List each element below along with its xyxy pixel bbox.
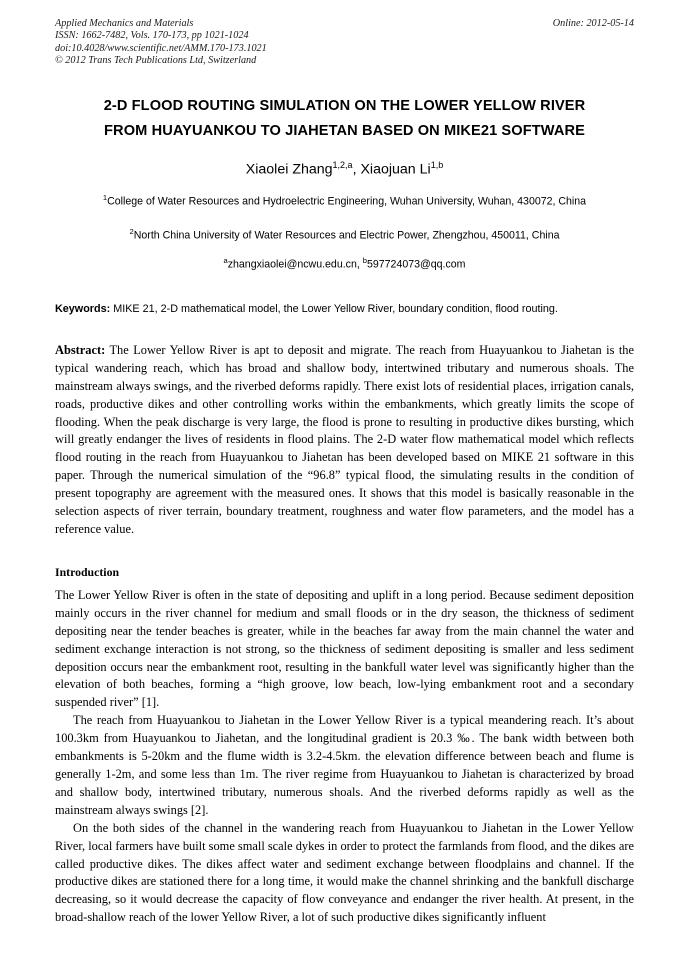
- journal-header-top-row: [55, 18, 634, 30]
- section-heading-introduction: Introduction: [55, 564, 120, 579]
- introduction-paragraph-3: On the both sides of the channel in the wandering reach from Huayuankou to Jiahetan in the Lower Yellow River, local farmers have built some small scale dykes in order to protect the farmlands from flood, and the dikes are called productive dikes. The dikes affect water and sediment exchange between floodplains and channel. If the productive dikes are stationed there for a long time, it would make the channel shrinking and the bankfull discharge decreasing, so it would decrease the capacity of flow conveyance and endanger the river health. At present, in the broad-shallow reach of the lower Yellow River, a lot of such productive dikes significantly influent: [55, 820, 634, 925]
- keywords-block: [55, 301, 634, 318]
- page-title: [61, 94, 628, 144]
- email-b-marker: b: [362, 256, 367, 266]
- abstract-label: Abstract:: [55, 342, 106, 357]
- online-publication-date: Online: 2012-05-14: [552, 18, 634, 29]
- author-name-1: Xiaolei Zhang: [245, 161, 333, 178]
- affiliation-2-text: North China University of Water Resources and Electric Power, Zhengzhou, 450011, China: [133, 229, 560, 242]
- affiliation-2: [69, 223, 620, 245]
- affiliation-1: [69, 189, 620, 211]
- abstract-block: [55, 342, 634, 539]
- introduction-paragraph-2: The reach from Huayuankou to Jiahetan in the Lower Yellow River is a typical meandering reach. It’s about 100.3km from Huayuankou to Jiahetan, and the longitudinal gradient is 20.3 ‰. The bank width between both embankments is 5-20km and the flume width is 3.2-4.5km. the elevation difference between beach and flume is generally 1-2m, and some less than 1m. The river regime from Huayuankou to Jiahetan is characterized by broad and shallow body, intertwined tributary, numerous shoals. And the riverbed deforms rapidly as well as the mainstream always swings [2].: [55, 713, 634, 817]
- journal-header: [55, 18, 634, 68]
- title-line-1: 2-D FLOOD ROUTING SIMULATION ON THE LOWER YELLOW RIVER: [103, 97, 586, 114]
- keywords-label: Keywords:: [55, 302, 111, 315]
- affiliation-2-marker: 2: [129, 226, 134, 236]
- author-2-affiliation-marker: 1,b: [430, 159, 444, 170]
- journal-name: Applied Mechanics and Materials: [55, 18, 194, 29]
- email-a-marker: a: [223, 256, 228, 266]
- email-address-b[interactable]: 597724073@qq.com: [366, 258, 466, 271]
- affiliation-1-marker: 1: [102, 193, 108, 203]
- author-list: [55, 160, 634, 178]
- author-name-2: Xiaojuan Li: [360, 161, 431, 178]
- introduction-paragraph-1: The Lower Yellow River is often in the state of depositing and uplift in a long period. Because sediment deposition mainly occurs in the river channel for medium and small floods or in the dry season, the thickness of sediment depositing near the tender beaches is greater, while in the beaches far away from the main channel the water and sediment exchange interaction is not strong, so the thickness of sediment depositing is smaller and less sediment deposition occurs near the embankment root, resulting in the bankfull water level was significantly higher than the elevation of both beaches, forming a “high groove, low beach, low-lying embankment root and a secondary suspended river” [1].: [55, 587, 634, 710]
- author-emails: [55, 256, 634, 271]
- doi-line: doi:10.4028/www.scientific.net/AMM.170-173.1021: [55, 42, 267, 54]
- affiliation-list: [55, 189, 634, 244]
- copyright-line: © 2012 Trans Tech Publications Ltd, Switzerland: [55, 55, 257, 67]
- issn-volume-pages: ISSN: 1662-7482, Vols. 170-173, pp 1021-1024: [55, 30, 249, 42]
- author-1-affiliation-marker: 1,2,a: [332, 159, 353, 170]
- keywords-text: MIKE 21, 2-D mathematical model, the Lower Yellow River, boundary condition, flood routing.: [113, 302, 558, 315]
- abstract-text: The Lower Yellow River is apt to deposit and migrate. The reach from Huayuankou to Jiahetan is the typical wandering reach, which has broad and shallow body, intertwined tributary and numerous shoals. The mainstream always swings, and the riverbed deforms rapidly. There exist lots of residential places, irrigation canals, roads, productive dikes and other controlling works within the embankments, which greatly limits the scope of flooding. When the peak discharge is very large, the flood is prone to resulting in productive dikes bursting, which will greatly endanger the lives of residents in flood plains. The 2-D water flow mathematical model which reflects flood routing in the reach from Huayuankou to Jiahetan has been developed based on MIKE 21 software in this paper. Through the numerical simulation of the “96.8” typical flood, the simulating results in the condition of present topography are agreement with the measured ones. It shows that this model is basically reasonable in the selection aspects of river terrain, boundary treatment, roughness and water flow parameters, and the model has a reference value.: [55, 342, 634, 537]
- affiliation-1-text: College of Water Resources and Hydroelectric Engineering, Wuhan University, Wuhan, 430072, China: [107, 195, 587, 208]
- email-address-a[interactable]: zhangxiaolei@ncwu.edu.cn,: [227, 258, 360, 271]
- author-separator: ,: [352, 161, 361, 178]
- title-line-2: FROM HUAYUANKOU TO JIAHETAN BASED ON MIKE21 SOFTWARE: [104, 122, 585, 139]
